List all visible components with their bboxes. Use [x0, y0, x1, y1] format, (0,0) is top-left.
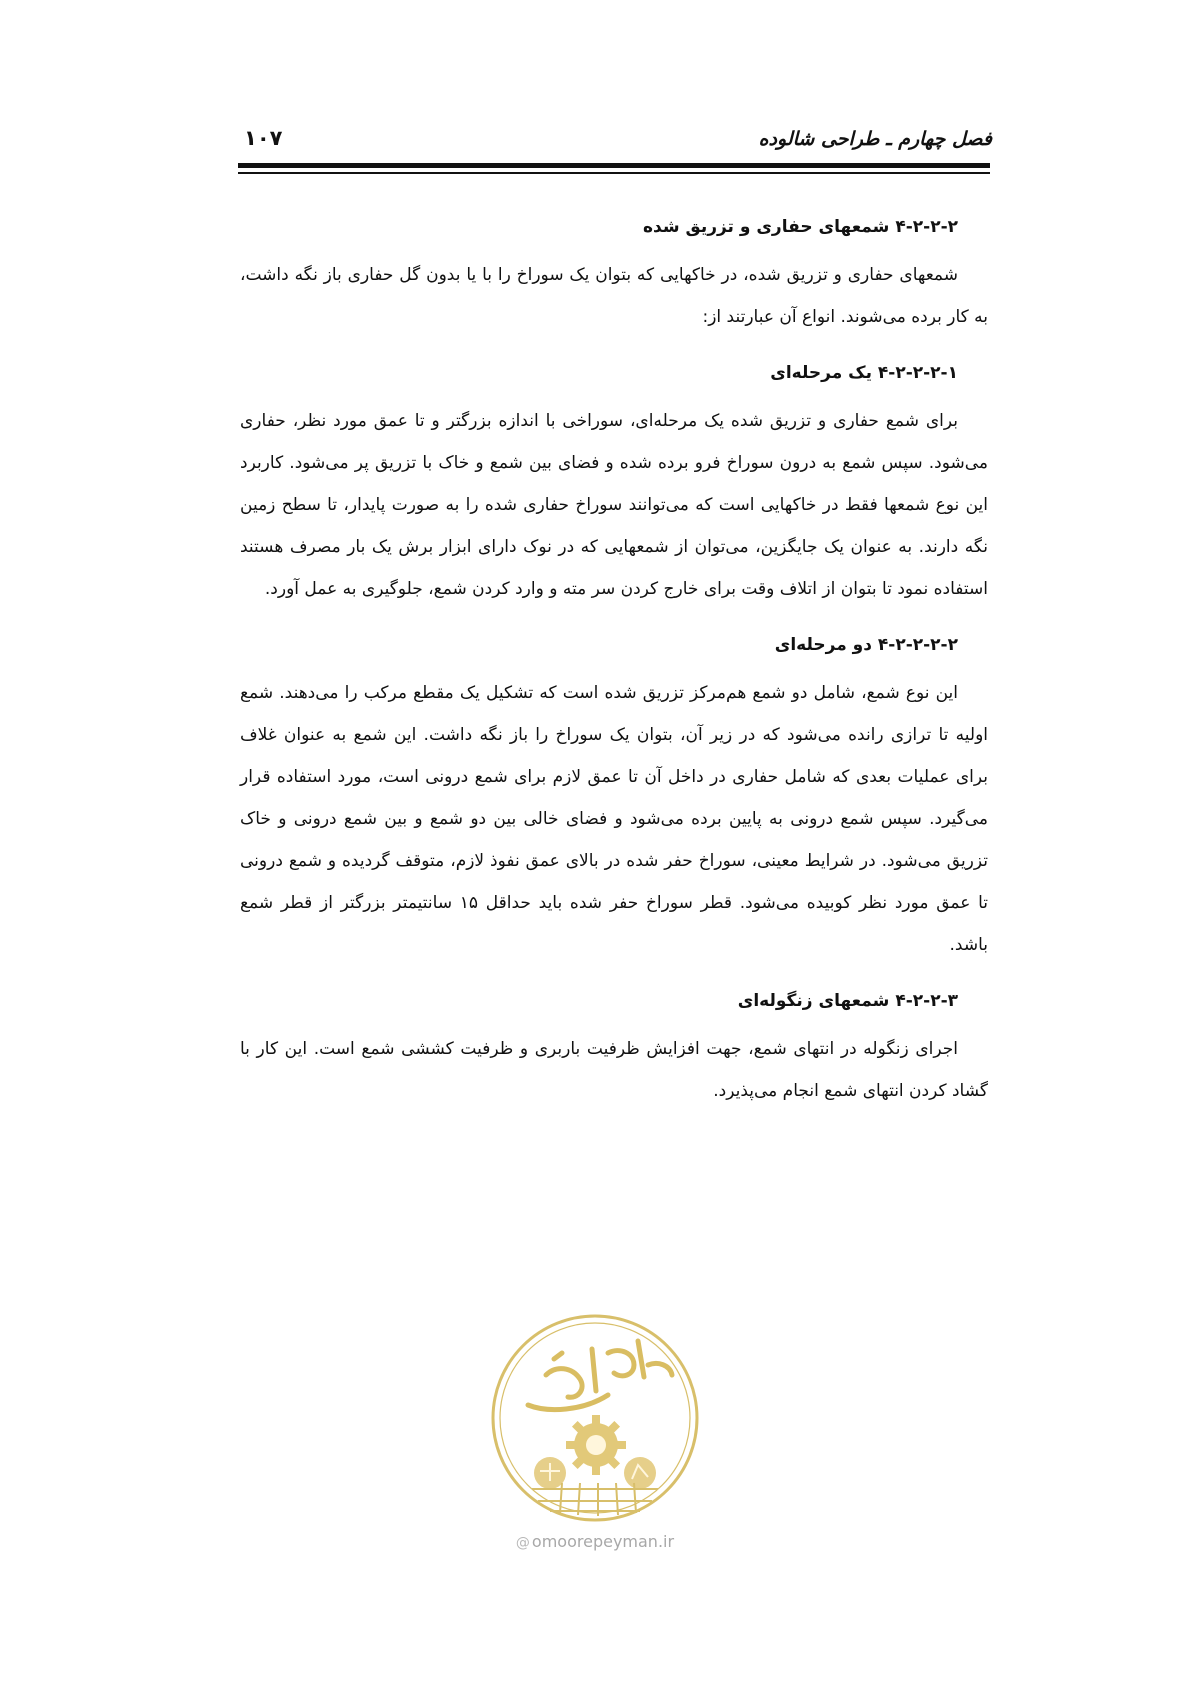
section-drilled-grouted-piles	[240, 212, 988, 338]
page-number: ۱۰۷	[244, 126, 283, 150]
header-rule-thick	[238, 163, 990, 168]
section-heading: ۴-۲-۲-۲-۱ یک مرحله‌ای	[770, 363, 958, 383]
section-paragraph: این نوع شمع، شامل دو شمع هم‌مرکز تزریق شده است که تشکیل یک مقطع مرکب را می‌دهند. شمع اولیه تا ترازی رانده می‌شود که در زیر آن، بتوان یک سوراخ را باز نگه داشت. این شمع به عنوان غلاف برای عملیات بعدی که شامل حفاری در داخل آن تا عمق لازم برای شمع درونی است، مورد استفاده قرار می‌گیرد. سپس شمع درونی به پایین برده می‌شود و فضای خالی بین دو شمع و بین شمع درونی و خاک تزریق می‌شود. در شرایط معینی، سوراخ حفر شده در بالای عمق نفوذ لازم، متوقف گردیده و شمع درونی تا عمق مورد نظر کوبیده می‌شود. قطر سوراخ حفر شده باید حداقل ۱۵ سانتیمتر بزرگتر از قطر شمع باشد.	[240, 683, 988, 955]
watermark	[0, 1532, 1190, 1551]
section-two-stage	[240, 630, 988, 966]
watermark-text: omoorepeyman.ir	[531, 1532, 675, 1551]
section-heading: ۴-۲-۲-۳ شمعهای زنگوله‌ای	[737, 991, 958, 1011]
section-heading: ۴-۲-۲-۲ شمعهای حفاری و تزریق شده	[643, 217, 958, 237]
omoorepeyman-seal-icon	[488, 1313, 702, 1523]
header-rule-thin	[238, 172, 990, 174]
section-paragraph: برای شمع حفاری و تزریق شده یک مرحله‌ای، سوراخی با اندازه بزرگتر و تا عمق مورد نظر، حفاری می‌شود. سپس شمع به درون سوراخ فرو برده شده و فضای بین شمع و خاک با تزریق پر می‌شود. کاربرد این نوع شمعها فقط در خاکهایی است که می‌توانند سوراخ حفاری شده را به صورت پایدار، تا سطح زمین نگه دارند. به عنوان یک جایگزین، می‌توان از شمعهایی که در نوک دارای ابزار برش یک بار مصرف هستند استفاده نمود تا بتوان از اتلاف وقت برای خارج کردن سر مته و وارد کردن شمع، جلوگیری به عمل آورد.	[240, 411, 988, 599]
section-single-stage	[240, 358, 988, 610]
header-title: فصل چهارم ـ طراحی شالوده	[758, 128, 992, 150]
section-paragraph: اجرای زنگوله در انتهای شمع، جهت افزایش ظرفیت باربری و ظرفیت کششی شمع است. این کار با گشاد کردن انتهای شمع انجام می‌پذیرد.	[240, 1039, 988, 1101]
section-heading: ۴-۲-۲-۲-۲ دو مرحله‌ای	[774, 635, 958, 655]
section-paragraph: شمعهای حفاری و تزریق شده، در خاکهایی که بتوان یک سوراخ را با یا بدون گل حفاری باز نگه داشت، به کار برده می‌شوند. انواع آن عبارتند از:	[240, 265, 988, 327]
at-icon: @	[515, 1535, 530, 1551]
section-belled-piles	[240, 986, 988, 1112]
page-content	[240, 212, 988, 1132]
